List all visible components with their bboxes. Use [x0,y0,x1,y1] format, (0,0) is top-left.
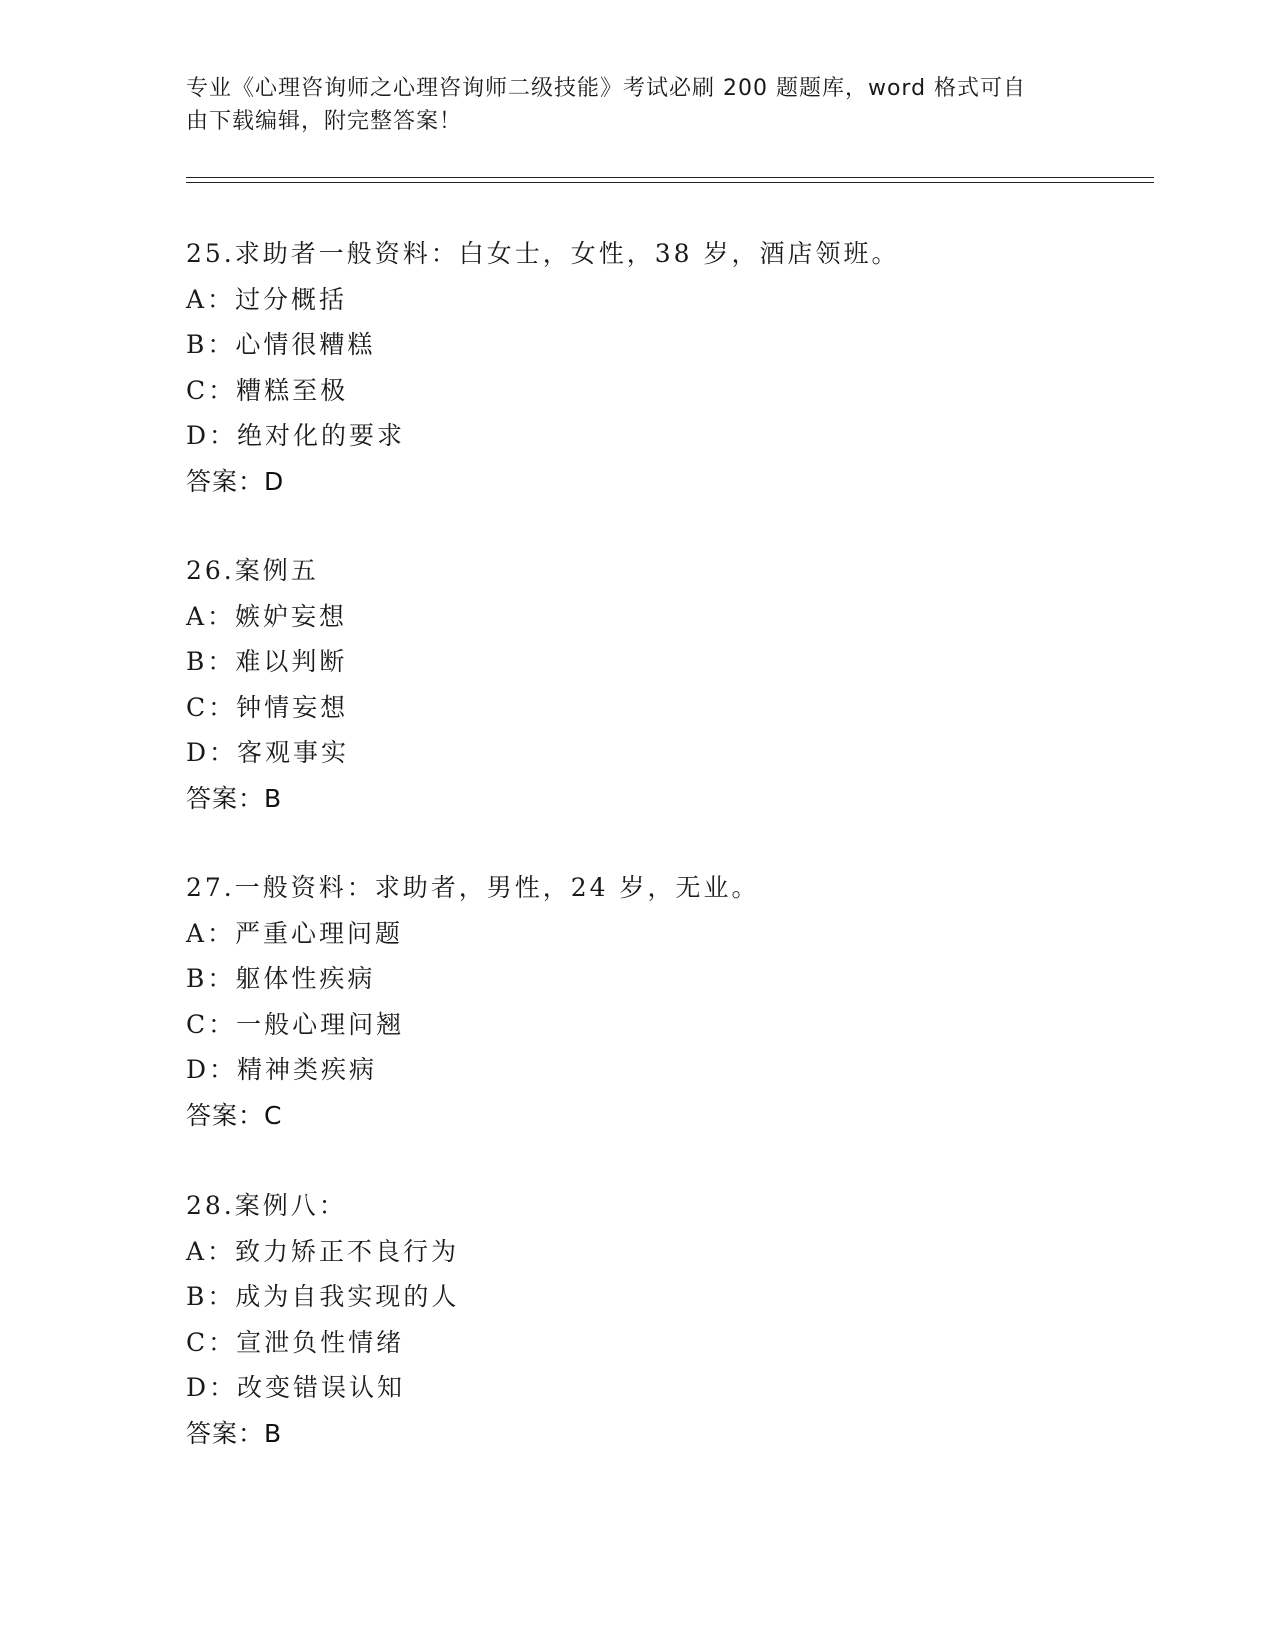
option-c: C：钟情妄想 [186,692,349,722]
option-b: B：成为自我实现的人 [186,1282,460,1312]
question-stem: 26.案例五 [186,556,319,585]
option-c: C：宣泄负性情绪 [186,1327,405,1357]
header-line-2: 由下载编辑，附完整答案！ [186,109,463,134]
option-b: B：躯体性疾病 [186,964,376,994]
option-a: A：严重心理问题 [186,918,404,948]
option-b: B：心情很糟糕 [186,330,376,360]
question-stem: 28.案例八： [186,1191,347,1220]
option-d: D：绝对化的要求 [186,421,406,451]
question-27 [186,865,1086,1139]
question-stem: 27.一般资料：求助者，男性，24 岁，无业。 [186,873,760,902]
option-b: B：难以判断 [186,647,348,677]
question-26 [186,548,1086,822]
option-a: A：过分概括 [186,284,348,314]
option-a: A：致力矫正不良行为 [186,1236,460,1266]
option-c: C：糟糕至极 [186,375,349,405]
header-divider-bottom [186,182,1154,183]
answer-label: 答案：D [186,466,285,496]
answer-label: 答案：B [186,1418,283,1448]
question-28 [186,1183,1086,1457]
document-header [186,72,1066,138]
option-d: D：客观事实 [186,738,350,768]
option-c: C：一般心理问翘 [186,1009,405,1039]
option-d: D：改变错误认知 [186,1373,406,1403]
answer-label: 答案：C [186,1100,283,1130]
question-stem: 25.求助者一般资料：白女士，女性，38 岁，酒店领班。 [186,239,900,268]
question-25 [186,231,1086,505]
answer-label: 答案：B [186,783,283,813]
option-d: D：精神类疾病 [186,1055,378,1085]
option-a: A：嫉妒妄想 [186,601,348,631]
header-line-1: 专业《心理咨询师之心理咨询师二级技能》考试必刷 200 题题库，word 格式可自 [186,76,1027,101]
header-divider-top [186,177,1154,178]
